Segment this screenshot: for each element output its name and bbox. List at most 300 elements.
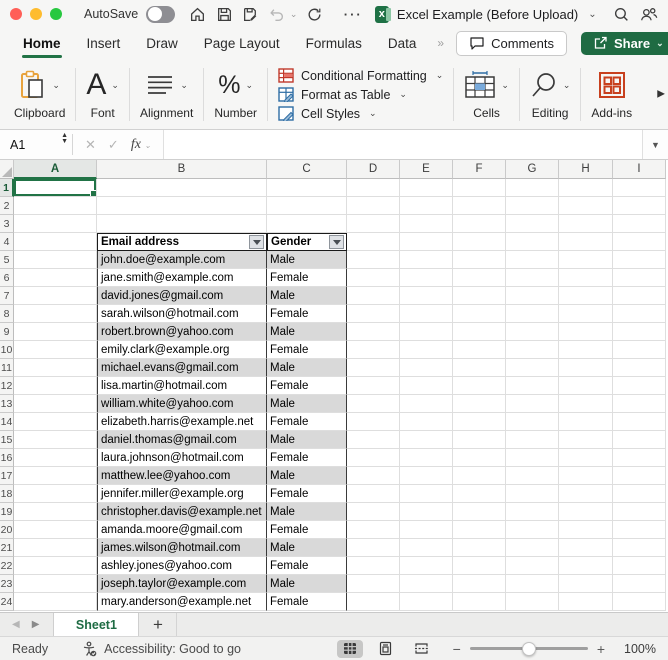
cell-G5[interactable] xyxy=(506,251,559,269)
enter-icon[interactable]: ✓ xyxy=(107,136,119,152)
cell-E17[interactable] xyxy=(400,467,453,485)
cell-D3[interactable] xyxy=(347,215,400,233)
cell-E10[interactable] xyxy=(400,341,453,359)
cell-A3[interactable] xyxy=(14,215,97,233)
addins-group[interactable] xyxy=(581,60,642,129)
cell-H16[interactable] xyxy=(559,449,613,467)
cell-B12[interactable]: lisa.martin@hotmail.com xyxy=(97,377,267,395)
cell-I18[interactable] xyxy=(613,485,666,503)
cell-H12[interactable] xyxy=(559,377,613,395)
cell-F13[interactable] xyxy=(453,395,506,413)
alignment-group[interactable] xyxy=(130,60,203,129)
redo-icon[interactable] xyxy=(305,3,323,25)
cell-A15[interactable] xyxy=(14,431,97,449)
cell-E23[interactable] xyxy=(400,575,453,593)
cell-A17[interactable] xyxy=(14,467,97,485)
cell-D7[interactable] xyxy=(347,287,400,305)
cell-E5[interactable] xyxy=(400,251,453,269)
cell-I21[interactable] xyxy=(613,539,666,557)
cell-E15[interactable] xyxy=(400,431,453,449)
cell-G22[interactable] xyxy=(506,557,559,575)
cell-A22[interactable] xyxy=(14,557,97,575)
cell-E22[interactable] xyxy=(400,557,453,575)
cell-F8[interactable] xyxy=(453,305,506,323)
cell-I12[interactable] xyxy=(613,377,666,395)
tab-draw[interactable]: Draw xyxy=(146,35,178,51)
cell-G21[interactable] xyxy=(506,539,559,557)
cell-F21[interactable] xyxy=(453,539,506,557)
cell-E14[interactable] xyxy=(400,413,453,431)
page-layout-view-icon[interactable] xyxy=(373,640,399,658)
row-header-19[interactable]: 19 xyxy=(0,503,14,521)
cell-B6[interactable]: jane.smith@example.com xyxy=(97,269,267,287)
cell-C11[interactable]: Male xyxy=(267,359,347,377)
cell-E13[interactable] xyxy=(400,395,453,413)
document-title[interactable]: Excel Example (Before Upload) xyxy=(396,6,579,22)
cell-C19[interactable]: Male xyxy=(267,503,347,521)
cell-G20[interactable] xyxy=(506,521,559,539)
cell-I6[interactable] xyxy=(613,269,666,287)
tab-home[interactable]: Home xyxy=(12,32,72,55)
cell-E9[interactable] xyxy=(400,323,453,341)
cell-H18[interactable] xyxy=(559,485,613,503)
cell-F14[interactable] xyxy=(453,413,506,431)
row-header-17[interactable]: 17 xyxy=(0,467,14,485)
cell-G23[interactable] xyxy=(506,575,559,593)
cell-H24[interactable] xyxy=(559,593,613,611)
cell-B15[interactable]: daniel.thomas@gmail.com xyxy=(97,431,267,449)
row-header-4[interactable]: 4 xyxy=(0,233,14,251)
cell-C22[interactable]: Female xyxy=(267,557,347,575)
cell-B23[interactable]: joseph.taylor@example.com xyxy=(97,575,267,593)
cell-H11[interactable] xyxy=(559,359,613,377)
cell-F18[interactable] xyxy=(453,485,506,503)
cell-A2[interactable] xyxy=(14,197,97,215)
cell-A8[interactable] xyxy=(14,305,97,323)
cell-E20[interactable] xyxy=(400,521,453,539)
search-icon[interactable] xyxy=(613,3,631,25)
cell-H4[interactable] xyxy=(559,233,613,251)
cell-D11[interactable] xyxy=(347,359,400,377)
cell-I11[interactable] xyxy=(613,359,666,377)
insert-function-icon[interactable]: fx ⌄ xyxy=(130,136,152,152)
cell-H8[interactable] xyxy=(559,305,613,323)
cell-B22[interactable]: ashley.jones@yahoo.com xyxy=(97,557,267,575)
zoom-in-button[interactable]: + xyxy=(596,640,605,657)
cell-C9[interactable]: Male xyxy=(267,323,347,341)
cell-F10[interactable] xyxy=(453,341,506,359)
people-icon[interactable] xyxy=(639,3,658,25)
cell-G12[interactable] xyxy=(506,377,559,395)
cell-A12[interactable] xyxy=(14,377,97,395)
cell-F19[interactable] xyxy=(453,503,506,521)
share-button[interactable]: Share ⌄ xyxy=(581,32,668,55)
cell-A4[interactable] xyxy=(14,233,97,251)
cell-A21[interactable] xyxy=(14,539,97,557)
cell-A13[interactable] xyxy=(14,395,97,413)
undo-icon[interactable] xyxy=(268,3,286,25)
cell-I24[interactable] xyxy=(613,593,666,611)
sheet-tab-sheet1[interactable]: Sheet1 xyxy=(53,613,139,636)
save-as-icon[interactable] xyxy=(241,3,259,25)
cell-A7[interactable] xyxy=(14,287,97,305)
cell-F12[interactable] xyxy=(453,377,506,395)
row-header-5[interactable]: 5 xyxy=(0,251,14,269)
title-chevron-icon[interactable]: ⌄ xyxy=(588,8,597,20)
filter-icon[interactable] xyxy=(329,235,344,249)
cell-G11[interactable] xyxy=(506,359,559,377)
cell-I17[interactable] xyxy=(613,467,666,485)
cell-B13[interactable]: william.white@yahoo.com xyxy=(97,395,267,413)
cell-D23[interactable] xyxy=(347,575,400,593)
cell-D21[interactable] xyxy=(347,539,400,557)
cell-F15[interactable] xyxy=(453,431,506,449)
cell-B16[interactable]: laura.johnson@hotmail.com xyxy=(97,449,267,467)
cell-E11[interactable] xyxy=(400,359,453,377)
cell-F6[interactable] xyxy=(453,269,506,287)
cell-I10[interactable] xyxy=(613,341,666,359)
cell-A5[interactable] xyxy=(14,251,97,269)
cell-F4[interactable] xyxy=(453,233,506,251)
cell-D12[interactable] xyxy=(347,377,400,395)
cell-H5[interactable] xyxy=(559,251,613,269)
cell-C7[interactable]: Male xyxy=(267,287,347,305)
row-header-15[interactable]: 15 xyxy=(0,431,14,449)
row-header-22[interactable]: 22 xyxy=(0,557,14,575)
tab-page-layout[interactable]: Page Layout xyxy=(203,35,280,51)
cell-C6[interactable]: Female xyxy=(267,269,347,287)
cell-A18[interactable] xyxy=(14,485,97,503)
cell-C1[interactable] xyxy=(267,179,347,197)
cell-I23[interactable] xyxy=(613,575,666,593)
cell-F23[interactable] xyxy=(453,575,506,593)
row-header-6[interactable]: 6 xyxy=(0,269,14,287)
cell-F17[interactable] xyxy=(453,467,506,485)
row-header-14[interactable]: 14 xyxy=(0,413,14,431)
cell-C16[interactable]: Female xyxy=(267,449,347,467)
cell-C3[interactable] xyxy=(267,215,347,233)
cell-H9[interactable] xyxy=(559,323,613,341)
cell-I5[interactable] xyxy=(613,251,666,269)
column-header-H[interactable]: H xyxy=(559,160,613,179)
cell-H22[interactable] xyxy=(559,557,613,575)
cell-G19[interactable] xyxy=(506,503,559,521)
row-header-20[interactable]: 20 xyxy=(0,521,14,539)
cell-D18[interactable] xyxy=(347,485,400,503)
cell-I9[interactable] xyxy=(613,323,666,341)
cell-E4[interactable] xyxy=(400,233,453,251)
column-header-I[interactable]: I xyxy=(613,160,666,179)
cell-C10[interactable]: Female xyxy=(267,341,347,359)
comments-button[interactable]: Comments xyxy=(456,31,567,56)
format-as-table-button[interactable]: Format as Table ⌄ xyxy=(278,87,443,102)
cell-B8[interactable]: sarah.wilson@hotmail.com xyxy=(97,305,267,323)
cell-H7[interactable] xyxy=(559,287,613,305)
home-icon[interactable] xyxy=(189,3,207,25)
cell-I13[interactable] xyxy=(613,395,666,413)
cell-H15[interactable] xyxy=(559,431,613,449)
cell-F22[interactable] xyxy=(453,557,506,575)
cell-B1[interactable] xyxy=(97,179,267,197)
cell-I2[interactable] xyxy=(613,197,666,215)
cell-B17[interactable]: matthew.lee@yahoo.com xyxy=(97,467,267,485)
filter-icon[interactable] xyxy=(249,235,264,249)
cell-D4[interactable] xyxy=(347,233,400,251)
cell-B11[interactable]: michael.evans@gmail.com xyxy=(97,359,267,377)
formula-bar-expand-icon[interactable]: ▼ xyxy=(642,130,668,159)
cell-E19[interactable] xyxy=(400,503,453,521)
cell-A10[interactable] xyxy=(14,341,97,359)
cell-H14[interactable] xyxy=(559,413,613,431)
cell-H19[interactable] xyxy=(559,503,613,521)
cell-C5[interactable]: Male xyxy=(267,251,347,269)
cell-F7[interactable] xyxy=(453,287,506,305)
cell-E24[interactable] xyxy=(400,593,453,611)
row-header-2[interactable]: 2 xyxy=(0,197,14,215)
cell-I16[interactable] xyxy=(613,449,666,467)
cell-I3[interactable] xyxy=(613,215,666,233)
zoom-out-button[interactable]: − xyxy=(452,640,461,657)
cell-G2[interactable] xyxy=(506,197,559,215)
cell-I1[interactable] xyxy=(613,179,666,197)
row-header-16[interactable]: 16 xyxy=(0,449,14,467)
cell-D2[interactable] xyxy=(347,197,400,215)
cell-D1[interactable] xyxy=(347,179,400,197)
cell-D17[interactable] xyxy=(347,467,400,485)
cell-G18[interactable] xyxy=(506,485,559,503)
editing-group[interactable] xyxy=(520,60,581,129)
cell-C4[interactable] xyxy=(267,233,347,251)
cells-group[interactable] xyxy=(454,60,519,129)
row-header-8[interactable]: 8 xyxy=(0,305,14,323)
cell-B24[interactable]: mary.anderson@example.net xyxy=(97,593,267,611)
column-header-F[interactable]: F xyxy=(453,160,506,179)
row-header-9[interactable]: 9 xyxy=(0,323,14,341)
cell-F1[interactable] xyxy=(453,179,506,197)
cell-A16[interactable] xyxy=(14,449,97,467)
row-header-23[interactable]: 23 xyxy=(0,575,14,593)
cell-H6[interactable] xyxy=(559,269,613,287)
row-header-18[interactable]: 18 xyxy=(0,485,14,503)
formula-input[interactable] xyxy=(163,130,642,159)
row-header-12[interactable]: 12 xyxy=(0,377,14,395)
cell-G16[interactable] xyxy=(506,449,559,467)
cell-F20[interactable] xyxy=(453,521,506,539)
cell-C15[interactable]: Male xyxy=(267,431,347,449)
zoom-slider-thumb[interactable] xyxy=(522,642,536,656)
cell-E8[interactable] xyxy=(400,305,453,323)
cell-F3[interactable] xyxy=(453,215,506,233)
cell-D14[interactable] xyxy=(347,413,400,431)
tab-formulas[interactable]: Formulas xyxy=(305,35,362,51)
cell-I14[interactable] xyxy=(613,413,666,431)
name-box-spinner[interactable]: ▲ ▼ xyxy=(61,132,68,145)
tab-insert[interactable]: Insert xyxy=(86,35,121,51)
cell-C17[interactable]: Male xyxy=(267,467,347,485)
cell-I15[interactable] xyxy=(613,431,666,449)
cell-A9[interactable] xyxy=(14,323,97,341)
cell-H10[interactable] xyxy=(559,341,613,359)
cell-G10[interactable] xyxy=(506,341,559,359)
cell-H20[interactable] xyxy=(559,521,613,539)
cell-D22[interactable] xyxy=(347,557,400,575)
cell-F11[interactable] xyxy=(453,359,506,377)
cell-E18[interactable] xyxy=(400,485,453,503)
add-sheet-button[interactable]: + xyxy=(139,613,177,636)
cell-A23[interactable] xyxy=(14,575,97,593)
row-header-11[interactable]: 11 xyxy=(0,359,14,377)
zoom-slider[interactable] xyxy=(470,647,588,650)
cell-D20[interactable] xyxy=(347,521,400,539)
cell-E21[interactable] xyxy=(400,539,453,557)
maximize-window-button[interactable] xyxy=(50,8,62,20)
cell-H23[interactable] xyxy=(559,575,613,593)
column-header-G[interactable]: G xyxy=(506,160,559,179)
cell-G3[interactable] xyxy=(506,215,559,233)
cell-C24[interactable]: Female xyxy=(267,593,347,611)
cell-H17[interactable] xyxy=(559,467,613,485)
cell-B20[interactable]: amanda.moore@gmail.com xyxy=(97,521,267,539)
cell-C20[interactable]: Female xyxy=(267,521,347,539)
cell-C13[interactable]: Male xyxy=(267,395,347,413)
row-header-7[interactable]: 7 xyxy=(0,287,14,305)
cell-I7[interactable] xyxy=(613,287,666,305)
column-header-E[interactable]: E xyxy=(400,160,453,179)
cell-C8[interactable]: Female xyxy=(267,305,347,323)
cell-I19[interactable] xyxy=(613,503,666,521)
save-icon[interactable] xyxy=(215,3,233,25)
cell-E1[interactable] xyxy=(400,179,453,197)
minimize-window-button[interactable] xyxy=(30,8,42,20)
close-window-button[interactable] xyxy=(10,8,22,20)
cell-H21[interactable] xyxy=(559,539,613,557)
prev-sheet-icon[interactable]: ◀ xyxy=(12,619,20,630)
cell-G13[interactable] xyxy=(506,395,559,413)
cell-A20[interactable] xyxy=(14,521,97,539)
cell-B9[interactable]: robert.brown@yahoo.com xyxy=(97,323,267,341)
cell-D5[interactable] xyxy=(347,251,400,269)
cell-B4[interactable] xyxy=(97,233,267,251)
cell-A24[interactable] xyxy=(14,593,97,611)
clipboard-group[interactable] xyxy=(4,60,75,129)
cell-B21[interactable]: james.wilson@hotmail.com xyxy=(97,539,267,557)
cell-G17[interactable] xyxy=(506,467,559,485)
cell-D24[interactable] xyxy=(347,593,400,611)
cancel-icon[interactable]: ✕ xyxy=(85,136,96,152)
cell-G1[interactable] xyxy=(506,179,559,197)
normal-view-icon[interactable] xyxy=(337,640,363,658)
cell-A19[interactable] xyxy=(14,503,97,521)
cell-D15[interactable] xyxy=(347,431,400,449)
cell-H2[interactable] xyxy=(559,197,613,215)
tab-overflow-icon[interactable]: » xyxy=(437,36,443,50)
cell-C18[interactable]: Female xyxy=(267,485,347,503)
cell-G6[interactable] xyxy=(506,269,559,287)
undo-chevron-icon[interactable]: ⌄ xyxy=(289,8,298,19)
cell-C23[interactable]: Male xyxy=(267,575,347,593)
cell-G4[interactable] xyxy=(506,233,559,251)
column-header-D[interactable]: D xyxy=(347,160,400,179)
cell-B18[interactable]: jennifer.miller@example.org xyxy=(97,485,267,503)
cell-G8[interactable] xyxy=(506,305,559,323)
cell-H1[interactable] xyxy=(559,179,613,197)
cell-styles-button[interactable]: Cell Styles ⌄ xyxy=(278,106,443,121)
cell-G7[interactable] xyxy=(506,287,559,305)
cell-E2[interactable] xyxy=(400,197,453,215)
conditional-formatting-button[interactable]: Conditional Formatting ⌄ xyxy=(278,68,443,83)
cell-D9[interactable] xyxy=(347,323,400,341)
column-header-A[interactable]: A xyxy=(14,160,97,179)
cell-E16[interactable] xyxy=(400,449,453,467)
cell-B7[interactable]: david.jones@gmail.com xyxy=(97,287,267,305)
cell-D19[interactable] xyxy=(347,503,400,521)
cell-I8[interactable] xyxy=(613,305,666,323)
row-header-21[interactable]: 21 xyxy=(0,539,14,557)
column-header-C[interactable]: C xyxy=(267,160,347,179)
row-header-13[interactable]: 13 xyxy=(0,395,14,413)
cell-A1[interactable] xyxy=(14,179,97,197)
cell-C21[interactable]: Male xyxy=(267,539,347,557)
autosave-toggle[interactable] xyxy=(146,6,174,23)
cell-D10[interactable] xyxy=(347,341,400,359)
cell-E7[interactable] xyxy=(400,287,453,305)
page-break-view-icon[interactable] xyxy=(409,640,435,658)
cell-E12[interactable] xyxy=(400,377,453,395)
cell-F5[interactable] xyxy=(453,251,506,269)
cell-H13[interactable] xyxy=(559,395,613,413)
cell-E6[interactable] xyxy=(400,269,453,287)
cell-A14[interactable] xyxy=(14,413,97,431)
cell-B14[interactable]: elizabeth.harris@example.net xyxy=(97,413,267,431)
cell-A6[interactable] xyxy=(14,269,97,287)
cell-D13[interactable] xyxy=(347,395,400,413)
more-commands-button[interactable]: ··· xyxy=(343,6,363,22)
tab-data[interactable]: Data xyxy=(387,35,417,51)
cell-D8[interactable] xyxy=(347,305,400,323)
cell-C2[interactable] xyxy=(267,197,347,215)
row-header-24[interactable]: 24 xyxy=(0,593,14,611)
row-header-3[interactable]: 3 xyxy=(0,215,14,233)
cell-C14[interactable]: Female xyxy=(267,413,347,431)
column-header-B[interactable]: B xyxy=(97,160,267,179)
cell-F2[interactable] xyxy=(453,197,506,215)
cell-F24[interactable] xyxy=(453,593,506,611)
row-header-10[interactable]: 10 xyxy=(0,341,14,359)
name-box[interactable]: A1 ▲ ▼ xyxy=(10,132,68,152)
cell-H3[interactable] xyxy=(559,215,613,233)
font-group[interactable] xyxy=(76,60,129,129)
cell-G24[interactable] xyxy=(506,593,559,611)
cell-G14[interactable] xyxy=(506,413,559,431)
cell-F9[interactable] xyxy=(453,323,506,341)
cell-B2[interactable] xyxy=(97,197,267,215)
cell-D16[interactable] xyxy=(347,449,400,467)
cell-F16[interactable] xyxy=(453,449,506,467)
accessibility-status[interactable]: Accessibility: Good to go xyxy=(82,641,241,657)
cell-G9[interactable] xyxy=(506,323,559,341)
cell-A11[interactable] xyxy=(14,359,97,377)
cell-I22[interactable] xyxy=(613,557,666,575)
cell-C12[interactable]: Female xyxy=(267,377,347,395)
row-header-1[interactable]: 1 xyxy=(0,179,14,197)
cell-B3[interactable] xyxy=(97,215,267,233)
number-group[interactable] xyxy=(204,60,267,129)
cell-E3[interactable] xyxy=(400,215,453,233)
next-sheet-icon[interactable]: ▶ xyxy=(31,619,40,630)
cell-B10[interactable]: emily.clark@example.org xyxy=(97,341,267,359)
cell-G15[interactable] xyxy=(506,431,559,449)
cell-I20[interactable] xyxy=(613,521,666,539)
